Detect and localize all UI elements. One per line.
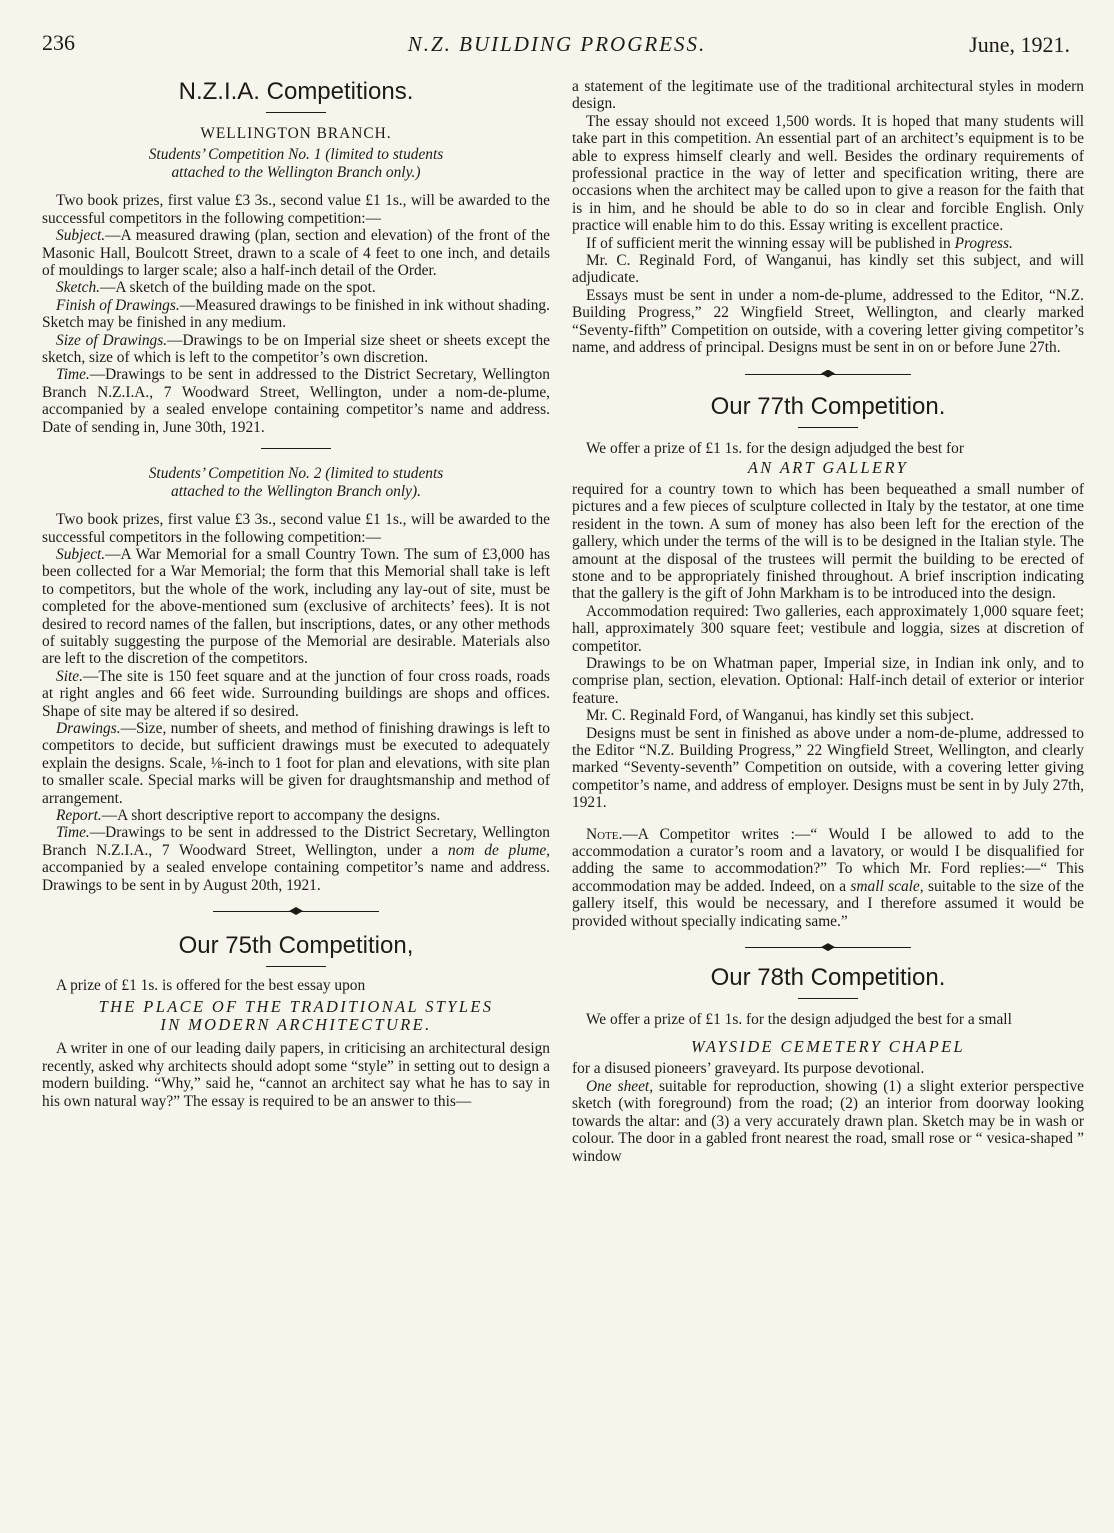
comp2-time	[42, 824, 550, 894]
page-number: 236	[42, 30, 75, 55]
comp2-subject	[42, 546, 550, 668]
comp1-subject-label: Subject.	[56, 227, 106, 245]
c77-paragraph-2: Accommodation required: Two galleries, each approximately 1,000 square feet; hall, approximately 300 square feet; vestibule and loggia, sizes at discretion of competitor.	[572, 602, 1084, 655]
c78-paragraph-2	[572, 1078, 1084, 1165]
issue-date: June, 1921.	[969, 32, 1070, 57]
comp1-finish-label: Finish of Drawings.	[56, 296, 180, 314]
comp2-drawings-text: —Size, number of sheets, and method of finishing drawings is left to competitors to decide, but sufficient drawings must be executed to adequately explain the designs. Scale, ⅛-inch to 1 foot for plan and elevations, with site plan to smaller scale. Special marks will be given for draughtsmanship and method of arrangement.	[42, 719, 550, 807]
c77-intro: We offer a prize of £1 1s. for the design adjudged the best for	[586, 439, 964, 457]
left-column	[42, 78, 550, 1110]
c77-paragraph-4: Mr. C. Reginald Ford, of Wanganui, has kindly set this subject.	[586, 707, 974, 725]
comp2-time-text-a: —Drawings to be sent in addressed to the District Secretary, Wellington Branch N.Z.I.A., 7 Woodward Street, Wellington, under a	[42, 824, 550, 859]
ornament-divider	[745, 942, 911, 952]
c75-p3-text: If of sufficient merit the winning essay will be published in	[586, 234, 955, 252]
c77-paragraph-1: required for a country town to which has been bequeathed a small number of pictures and a few pieces of sculpture collected in Italy by the testator, at one time resident in the town. A sum of money has also been left for the erection of the gallery, which under the terms of the will is to be designed in the Italian style. The amount at the disposal of the trustees will permit the building to be erected of stone and to be appropriately finished throughout. A brief inscription indicating that the gallery is the gift of John Markham is to be introduced into the design.	[572, 480, 1084, 603]
c75-paragraph-1-continued: a statement of the legitimate use of the traditional architectural styles in modern design.	[572, 78, 1084, 113]
comp1-sketch-label: Sketch.	[56, 279, 101, 297]
comp2-time-text-b: accompanied by a sealed envelope containing competitor’s name and address. Drawings to be sent in by August 20th, 1921.	[42, 859, 550, 894]
c77-note	[572, 826, 1084, 930]
c77-paragraph-5: Designs must be sent in finished as above under a nom-de-plume, addressed to the Editor “N.Z. Building Progress,” 22 Wingfield Street, Wellington, and clearly marked “Seventy-seventh” Competition on outside, with a covering letter giving competitor’s name, and address of employer. Designs must be sent in by July 27th, 1921.	[572, 724, 1084, 812]
comp2-intro: Two book prizes, first value £3 3s., second value £1 1s., will be awarded to the successful competitors in the following competition:—	[42, 511, 550, 546]
c78-subject: WAYSIDE CEMETERY CHAPEL	[690, 1037, 966, 1057]
comp2-time-italic: nom de plume,	[448, 841, 550, 859]
c77-note-text-b: suitable to the size of the gallery itself, this would be necessary, and I therefore assumed it would be provided without specially indicating same.”	[572, 877, 1085, 930]
comp1-subject-text: —A measured drawing (plan, section and elevation) of the front of the Masonic Hall, Boulcott Street, drawn to a scale of 4 feet to one inch, and details of mouldings to larger scale; also a half-inch detail of the Order.	[42, 227, 550, 280]
c75-paragraph-3	[572, 235, 1084, 252]
comp2-drawings	[42, 720, 550, 807]
comp1-finish	[42, 297, 550, 332]
c75-paragraph-1: A writer in one of our leading daily papers, in criticising an architectural design recently, asked why architects should adopt some “style” in setting out to design a modern building. “Why,” said he, “cannot an architect say what he has to say in his own natural way?” The essay is required to be an answer to this—	[42, 1040, 550, 1110]
ornament-divider	[213, 906, 379, 916]
branch-heading: WELLINGTON BRANCH.	[200, 125, 392, 142]
comp2-heading-line2: attached to the Wellington Branch only).	[171, 483, 421, 501]
c75-paragraph-4: Mr. C. Reginald Ford, of Wanganui, has kindly set this subject, and will adjudicate.	[572, 252, 1084, 287]
c75-title: Our 75th Competition,	[178, 932, 414, 960]
comp1-size	[42, 332, 550, 367]
comp2-subject-text: —A War Memorial for a small Country Town. The sum of £3,000 has been collected for a War Memorial; the form that this Memorial shall take is left to competitors, but the whole of the work, including any lay-out of site, must be completed for the above-mentioned sum (exclusive of architects’ fees). It is not desired to record names of the fallen, but inscriptions, dates, or any other methods of suitably suggesting the purpose of the Memorial are desirable. Materials also are left to the discretion of the competitors.	[42, 545, 550, 668]
c77-title: Our 77th Competition.	[710, 392, 946, 420]
comp2-site	[42, 668, 550, 720]
comp1-subject	[42, 227, 550, 279]
comp1-intro: Two book prizes, first value £3 3s., second value £1 1s., will be awarded to the successful competitors in the following competition:—	[42, 192, 550, 227]
comp2-site-text: —The site is 150 feet square and at the junction of four cross roads, roads at right angles and 66 feet wide. Surrounding buildings are shops and offices. Shape of site may be altered if so desired.	[42, 667, 550, 720]
comp2-drawings-label: Drawings.	[56, 719, 121, 737]
running-head	[0, 30, 1114, 62]
right-column	[572, 78, 1084, 1165]
c78-paragraph-1: for a disused pioneers’ graveyard. Its purpose devotional.	[572, 1060, 925, 1078]
c75-p3-italic: Progress.	[954, 234, 1013, 252]
comp2-report	[42, 807, 550, 824]
comp2-heading-line1: Students’ Competition No. 2 (limited to students	[148, 465, 444, 483]
comp1-heading-line1: Students’ Competition No. 1 (limited to students	[148, 146, 444, 164]
comp2-subject-label: Subject.	[56, 545, 106, 563]
c75-paragraph-2: The essay should not exceed 1,500 words. It is hoped that many students will take part in this competition. An essential part of an architect’s equipment is to be able to express himself clearly and well. Besides the ordinary requirements of professional practice in the way of letter and specification writing, there are occasions when the architect may be called upon to give a reason for the faith that is in him, and he should be able to do so in clear and forcible English. Only practice will enable him to do this. Essay writing is excellent practice.	[572, 112, 1084, 235]
c77-note-text-a: —A Competitor writes :—“ Would I be allowed to add to the accommodation a curator’s room and a lavatory, or would I be disqualified for adding the same to accommodation?” To which Mr. Ford replies:—“ This accommodation may be added. Indeed, on a	[572, 825, 1084, 895]
comp1-time-text: —Drawings to be sent in addressed to the District Secretary, Wellington Branch N.Z.I.A., 7 Woodward Street, Wellington, under a nom-de-plume, accompanied by a sealed envelope containing competitor’s name and address. Date of sending in, June 30th, 1921.	[42, 366, 550, 436]
c75-paragraph-5: Essays must be sent in under a nom-de-plume, addressed to the Editor, “N.Z. Building Progress,” 22 Wingfield Street, Wellington, and clearly marked “Seventy-fifth” Competition on outside, with a covering letter giving competitor’s name, and address of principal. Designs must be sent in on or before June 27th.	[572, 286, 1084, 357]
c75-topic-line1: THE PLACE OF THE TRADITIONAL STYLES	[98, 997, 494, 1017]
journal-title: N.Z. BUILDING PROGRESS.	[407, 32, 707, 56]
c75-intro: A prize of £1 1s. is offered for the best essay upon	[56, 977, 366, 995]
comp1-time	[42, 366, 550, 436]
c77-note-label: Note.	[586, 825, 623, 843]
comp1-sketch	[42, 279, 550, 296]
comp1-finish-text: —Measured drawings to be finished in ink without shading. Sketch may be finished in any medium.	[42, 296, 550, 332]
c78-intro: We offer a prize of £1 1s. for the design adjudged the best for a small	[586, 1011, 1012, 1029]
c78-p2-italic: One sheet,	[586, 1077, 654, 1095]
comp2-site-label: Site.	[56, 667, 83, 685]
comp2-report-text: —A short descriptive report to accompany the designs.	[101, 807, 441, 824]
comp1-size-label: Size of Drawings.	[56, 331, 168, 349]
c77-paragraph-3: Drawings to be on Whatman paper, Imperial size, in Indian ink only, and to comprise plan, section, elevation. Optional: Half-inch detail of exterior or interior feature.	[572, 654, 1084, 707]
comp1-size-text: —Drawings to be on Imperial size sheet or sheets except the sketch, size of which is left to the competitor’s own discretion.	[42, 331, 550, 367]
c78-title: Our 78th Competition.	[710, 964, 946, 992]
c75-topic-line2: IN MODERN ARCHITECTURE.	[160, 1015, 432, 1035]
ornament-divider	[745, 369, 911, 379]
comp1-time-label: Time.	[56, 366, 90, 384]
comp2-report-label: Report.	[56, 807, 102, 824]
nzia-title: N.Z.I.A. Competitions.	[178, 78, 414, 105]
c77-note-italic: small scale,	[850, 877, 924, 895]
comp2-time-label: Time.	[56, 824, 90, 842]
c78-p2-text: suitable for reproduction, showing (1) a slight exterior perspective sketch (with foreground) from the road; (2) an interior from doorway looking towards the altar: and (3) a very accurately drawn plan. Sketch may be in wash or colour. The door in a gabled front nearest the road, small rose or “ vesica-shaped ” window	[572, 1077, 1084, 1165]
comp1-heading-line2: attached to the Wellington Branch only.)	[171, 164, 421, 182]
c77-subject: AN ART GALLERY	[747, 457, 909, 477]
comp1-sketch-text: —A sketch of the building made on the spot.	[100, 279, 376, 297]
